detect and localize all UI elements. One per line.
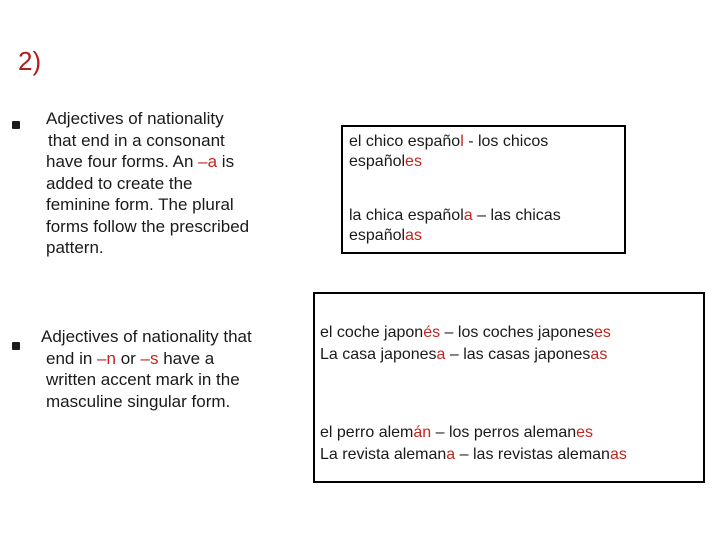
box-2-line-5-red-2: as: [609, 446, 627, 463]
bullet-1-line-6: forms follow the prescribed: [46, 216, 250, 236]
bullet-1-line-3-a: have four forms. An: [46, 152, 199, 171]
box-2-line-4-b: – los perros aleman: [431, 424, 577, 441]
bullet-2-suffix-s: –s: [140, 348, 159, 368]
box-2-line-4-red-2: es: [576, 424, 594, 441]
bullet-1-text: [46, 108, 249, 259]
box-2-line-1: [320, 322, 703, 344]
box-2-line-3: [320, 366, 703, 422]
box-1-line-4-red: a: [463, 207, 473, 224]
bullet-marker-1: [12, 121, 20, 129]
bullet-2-line-1: Adjectives of nationality that: [41, 327, 252, 346]
box-1-line-1: [349, 132, 624, 152]
box-1-line-1-red: l: [460, 133, 464, 150]
box-2-line-5-red-1: a: [446, 446, 456, 463]
box-1-line-1-a: el chico españo: [349, 133, 461, 150]
bullet-marker-2: [12, 342, 20, 350]
example-box-2: [313, 292, 705, 483]
box-1-line-1-b: - los chicos: [463, 133, 549, 150]
bullet-2-suffix-n: –n: [97, 348, 116, 368]
box-1-line-5-a: español: [349, 227, 406, 244]
box-2-line-2: [320, 344, 703, 366]
box-1-line-5-red: as: [405, 227, 422, 244]
bullet-1-line-4: added to create the: [46, 173, 193, 193]
bullet-1-line-2: that end in a consonant: [48, 130, 225, 150]
box-2-line-4-a: el perro alem: [320, 424, 414, 441]
box-1-line-4-b: – las chicas: [472, 207, 561, 224]
bullet-1-line-3-b: is: [217, 152, 235, 171]
box-2-line-1-a: el coche japon: [320, 324, 424, 341]
bullet-2-line-2-c: have a: [158, 348, 215, 368]
box-1-line-4-a: la chica español: [349, 207, 464, 224]
bullet-2-line-2: [41, 348, 252, 370]
example-box-1: [341, 125, 626, 254]
box-2-line-1-b: – los coches japones: [440, 324, 594, 341]
bullet-2-text: [41, 326, 252, 412]
box-2-line-5-b: – las revistas aleman: [455, 446, 610, 463]
bullet-2-line-2-a: end in: [46, 348, 98, 368]
box-1-line-2: [349, 152, 624, 172]
bullet-1-suffix-a: –a: [198, 152, 218, 171]
box-2-line-2-a: La casa japones: [320, 346, 437, 363]
box-1-line-5: [349, 226, 624, 246]
box-1-line-4: [349, 206, 624, 226]
bullet-1-line-1: Adjectives of nationality: [46, 109, 224, 128]
bullet-2-line-2-b: or: [115, 348, 141, 368]
box-2-line-2-b: – las casas japones: [445, 346, 591, 363]
box-1-line-2-a: español: [349, 153, 406, 170]
box-2-line-2-red-1: a: [436, 346, 446, 363]
bullet-1-line-7: pattern.: [46, 238, 104, 257]
bullet-2-line-3: written accent mark in the: [46, 370, 240, 389]
box-2-line-4: [320, 422, 703, 444]
box-2-line-1-red-2: es: [593, 324, 611, 341]
bullet-1-line-5: feminine form. The plural: [46, 195, 234, 214]
box-2-line-5-a: La revista aleman: [320, 446, 447, 463]
box-2-line-2-red-2: as: [590, 346, 608, 363]
bullet-2-line-4: masculine singular form.: [46, 391, 231, 411]
box-2-line-4-red-1: án: [413, 424, 432, 441]
slide-title: 2): [18, 46, 42, 76]
bullet-1-line-3: [46, 151, 249, 173]
box-1-line-2-red: es: [405, 153, 422, 170]
box-1-line-3: [349, 172, 624, 206]
box-2-line-1-red-1: és: [423, 324, 441, 341]
box-2-line-5: [320, 444, 703, 466]
